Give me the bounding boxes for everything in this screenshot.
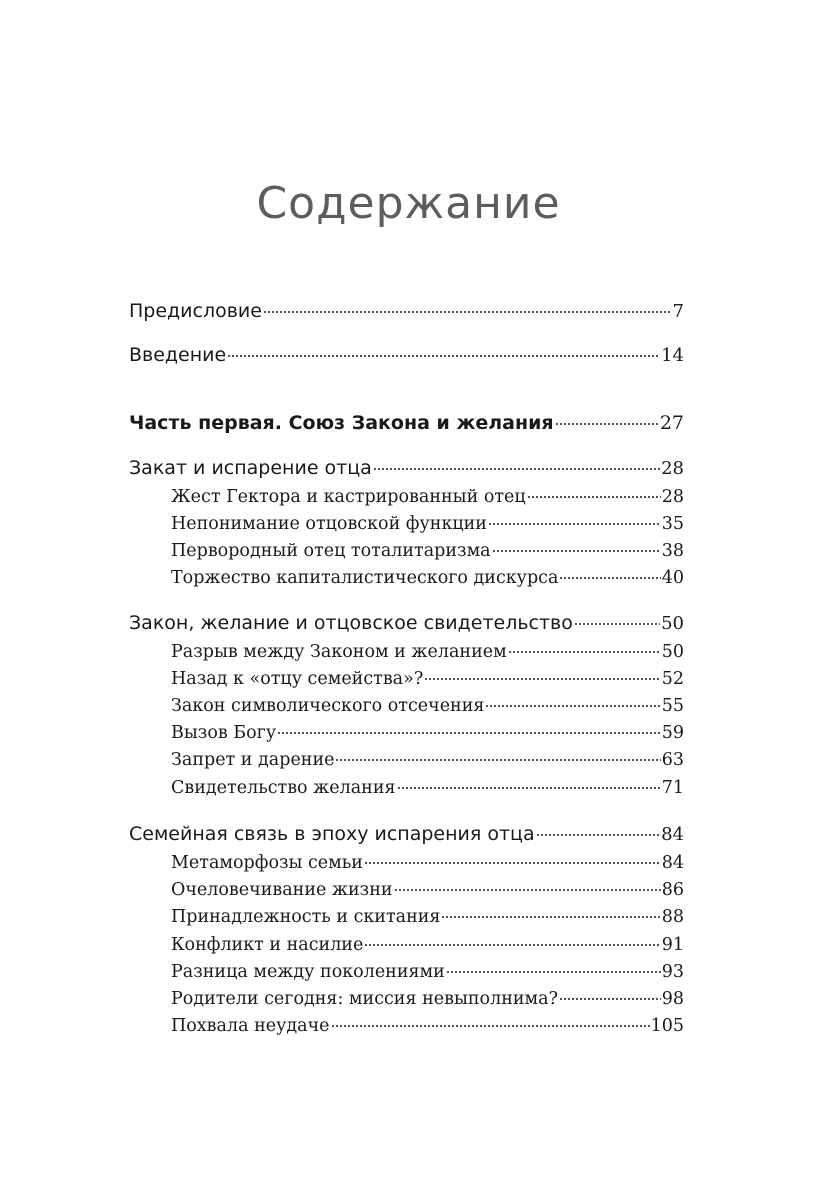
toc-entry-page: 88: [661, 906, 684, 927]
toc-entry-label: Похвала неудаче: [171, 1015, 330, 1036]
toc-section[interactable]: [171, 484, 684, 507]
dot-leader: [424, 666, 661, 684]
toc-chapter[interactable]: [129, 610, 684, 634]
dot-leader: [527, 484, 661, 502]
toc-entry-label: Очеловечивание жизни: [171, 879, 393, 900]
toc-entry-page: 91: [661, 934, 684, 955]
dot-leader: [397, 775, 661, 793]
toc-entry-page: 59: [661, 722, 684, 743]
toc-entry-label: Закат и испарение отца: [129, 457, 372, 479]
dot-leader: [508, 639, 661, 657]
toc-entry-label: Метаморфозы семьи: [171, 852, 363, 873]
toc-entry-page: 14: [661, 345, 684, 366]
toc-entry-page: 86: [661, 879, 684, 900]
toc-section[interactable]: [171, 850, 684, 873]
toc-section[interactable]: [171, 538, 684, 561]
toc-entry-label: Введение: [129, 344, 227, 366]
dot-leader: [335, 747, 660, 765]
dot-leader: [394, 877, 661, 895]
toc-section[interactable]: [171, 877, 684, 900]
toc-entry-page: 40: [661, 567, 684, 588]
table-of-contents: [129, 0, 684, 1200]
toc-entry-label: Закон, желание и отцовское свидетельство: [129, 612, 573, 634]
dot-leader: [227, 342, 660, 361]
toc-entry-label: Назад к «отцу семейства»?: [171, 668, 424, 689]
toc-entry-label: Непонимание отцовской функции: [171, 513, 487, 534]
toc-section[interactable]: [171, 986, 684, 1009]
toc-entry-label: Часть первая. Союз Закона и желания: [129, 412, 554, 434]
dot-leader: [364, 850, 661, 868]
toc-entry-page: 35: [661, 513, 684, 534]
toc-chapter[interactable]: [129, 455, 684, 479]
toc-entry-label: Конфликт и насилие: [171, 934, 364, 955]
toc-section[interactable]: [171, 775, 684, 798]
toc-section[interactable]: [171, 1013, 684, 1036]
dot-leader: [559, 565, 660, 583]
page-title: Содержание: [256, 178, 561, 229]
toc-entry-label: Разрыв между Законом и желанием: [171, 641, 507, 662]
toc-section[interactable]: [171, 720, 684, 743]
toc-section[interactable]: [171, 511, 684, 534]
toc-entry-label: Жест Гектора и кастрированный отец: [171, 486, 526, 507]
dot-leader: [446, 959, 661, 977]
toc-entry-page: 52: [661, 668, 684, 689]
toc-entry-label: Запрет и дарение: [171, 749, 335, 770]
toc-entry-label: Семейная связь в эпоху испарения отца: [129, 823, 535, 845]
toc-entry-label: Разница между поколениями: [171, 961, 445, 982]
toc-entry-label: Принадлежность и скитания: [171, 906, 441, 927]
dot-leader: [555, 410, 659, 429]
toc-section[interactable]: [171, 639, 684, 662]
toc-entry-label: Родители сегодня: миссия невыполнима?: [171, 988, 558, 1009]
toc-section[interactable]: [171, 565, 684, 588]
dot-leader: [441, 904, 660, 922]
toc-section[interactable]: [171, 693, 684, 716]
toc-entry-page: 98: [661, 988, 684, 1009]
toc-entry-page: 71: [661, 777, 684, 798]
toc-entry-page: 28: [661, 486, 684, 507]
toc-entry-label: Первородный отец тоталитаризма: [171, 540, 491, 561]
dot-leader: [263, 298, 672, 317]
dot-leader: [277, 720, 661, 738]
dot-leader: [536, 821, 660, 840]
toc-entry-page: 27: [659, 412, 684, 434]
toc-entry-page: 50: [661, 613, 684, 634]
toc-entry-label: Свидетельство желания: [171, 777, 396, 798]
toc-entry-page: 50: [661, 641, 684, 662]
toc-section[interactable]: [171, 932, 684, 955]
toc-section[interactable]: [171, 959, 684, 982]
toc-entry-page: 63: [661, 749, 684, 770]
toc-entry-page: 105: [650, 1015, 684, 1036]
toc-entry-page: 55: [661, 695, 684, 716]
toc-section[interactable]: [171, 747, 684, 770]
toc-entry-page: 84: [661, 824, 684, 845]
toc-section[interactable]: [171, 904, 684, 927]
dot-leader: [574, 610, 660, 629]
toc-entry-introduction[interactable]: [129, 342, 684, 366]
dot-leader: [488, 511, 661, 529]
toc-chapter[interactable]: [129, 821, 684, 845]
toc-entry-page: 38: [661, 540, 684, 561]
toc-entry-preface[interactable]: [129, 298, 684, 322]
dot-leader: [485, 693, 660, 711]
dot-leader: [559, 986, 661, 1004]
dot-leader: [364, 932, 660, 950]
toc-entry-page: 84: [661, 852, 684, 873]
dot-leader: [373, 455, 660, 474]
toc-entry-page: 93: [661, 961, 684, 982]
dot-leader: [331, 1013, 650, 1031]
toc-entry-label: Предисловие: [129, 300, 262, 322]
toc-entry-page: 7: [672, 301, 684, 322]
dot-leader: [492, 538, 661, 556]
toc-entry-page: 28: [661, 458, 684, 479]
toc-entry-label: Закон символического отсечения: [171, 695, 485, 716]
toc-entry-label: Вызов Богу: [171, 722, 277, 743]
toc-section[interactable]: [171, 666, 684, 689]
toc-entry-part-one[interactable]: [129, 410, 684, 434]
toc-entry-label: Торжество капиталистического дискурса: [171, 567, 559, 588]
